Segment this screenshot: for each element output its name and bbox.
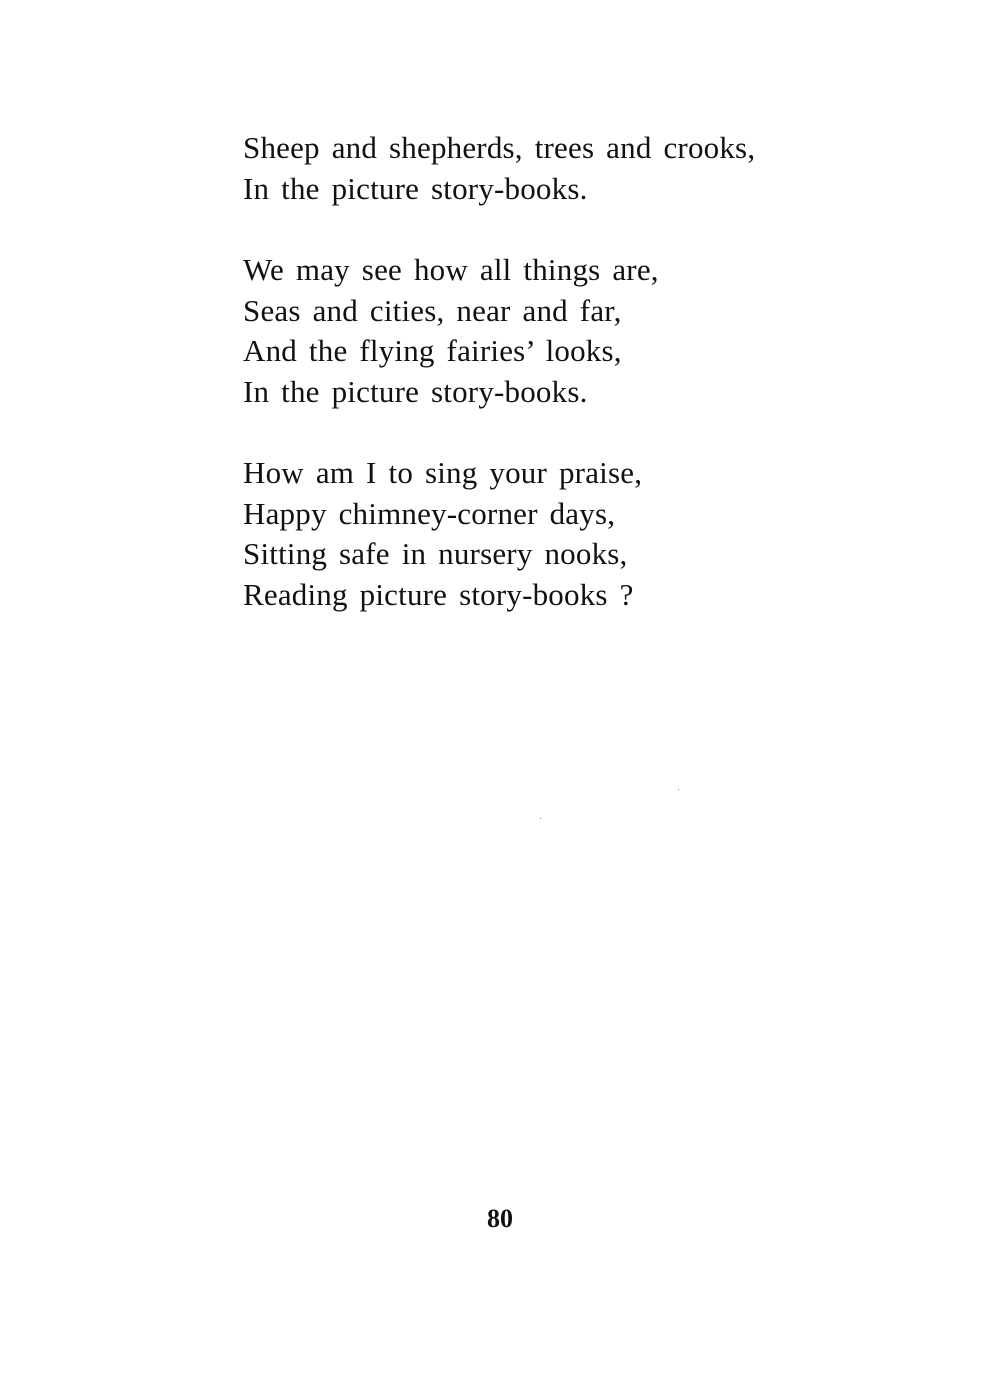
poem-line: Happy chimney-corner days,: [243, 495, 616, 531]
poem-line: Sheep and shepherds, trees and crooks,: [243, 130, 756, 165]
poem-body: [243, 128, 883, 656]
poem-line: We may see how all things are,: [243, 252, 659, 287]
page-number: 80: [487, 1204, 513, 1233]
stanza-2: [243, 250, 883, 412]
poem-line: And the flying fairies’ looks,: [243, 333, 622, 368]
poem-line: Sitting safe in nursery nooks,: [243, 536, 628, 571]
poem-line: In the picture story-books.: [243, 373, 588, 409]
poem-line: How am I to sing your praise,: [243, 455, 643, 490]
poem-line: Seas and cities, near and far,: [243, 292, 622, 328]
stanza-1: [243, 128, 883, 209]
scan-speck: [678, 789, 679, 790]
poem-line: In the picture story-books.: [243, 170, 588, 206]
poem-line: Reading picture story-books ?: [243, 576, 634, 612]
scan-speck: [540, 818, 541, 819]
stanza-3: [243, 453, 883, 615]
